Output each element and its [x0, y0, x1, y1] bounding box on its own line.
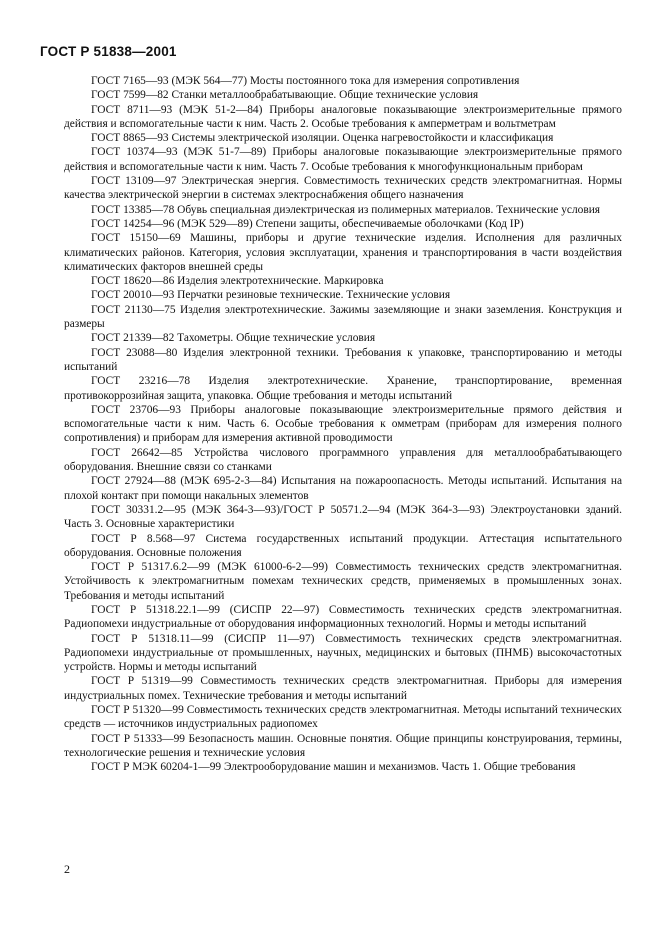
reference-item: ГОСТ 18620—86 Изделия электротехнические. Маркировка [91, 275, 384, 288]
reference-item: ГОСТ Р 51319—99 Совместимость технических средств электромагнитная. Приборы для измерения индустриальных помех. Технические требования и методы испытаний [64, 675, 622, 702]
reference-item: ГОСТ 26642—85 Устройства числового программного управления для металлообрабатывающего оборудования. Внешние связи со станками [64, 446, 622, 474]
reference-item: ГОСТ 13109—97 Электрическая энергия. Совместимость технических средств электромагнитная. Нормы качества электрической энергии в системах электроснабжения общего назначения [64, 175, 622, 202]
reference-item: ГОСТ Р 51318.11—99 (СИСПР 11—97) Совместимость технических средств электромагнитная. Радиопомехи индустриальные от промышленных, научных, медицинских и бытовых (ПНМБ) высокочастотных устройств. Нормы и методы испытаний [64, 632, 622, 674]
reference-item: ГОСТ Р 51318.22.1—99 (СИСПР 22—97) Совместимость технических средств электромагнитная. Радиопомехи индустриальные от оборудования информационных технологий. Нормы и методы испытаний [64, 603, 622, 631]
reference-item: ГОСТ Р МЭК 60204-1—99 Электрооборудование машин и механизмов. Часть 1. Общие требования [91, 761, 576, 774]
reference-item: ГОСТ 21339—82 Тахометры. Общие технические условия [91, 332, 376, 345]
reference-item: ГОСТ 10374—93 (МЭК 51-7—89) Приборы аналоговые показывающие электроизмерительные прямого действия и вспомогательные части к ним. Часть 7. Особые требования к многофункциональным приборам [64, 146, 622, 173]
reference-item: ГОСТ 21130—75 Изделия электротехнические. Зажимы заземляющие и знаки заземления. Конструкция и размеры [64, 303, 622, 331]
reference-item: ГОСТ 15150—69 Машины, приборы и другие технические изделия. Исполнения для различных климатических районов. Категория, условия эксплуатации, хранения и транспортирования в части воздействия климатических факторов внешней среды [64, 232, 622, 273]
reference-item: ГОСТ 30331.2—95 (МЭК 364-3—93)/ГОСТ Р 50571.2—94 (МЭК 364-3—93) Электроустановки зданий. Часть 3. Основные характеристики [64, 503, 622, 531]
document-code-header: ГОСТ Р 51838—2001 [40, 44, 177, 59]
reference-item: ГОСТ 23088—80 Изделия электронной техники. Требования к упаковке, транспортированию и методы испытаний [64, 346, 622, 373]
reference-item: ГОСТ 23706—93 Приборы аналоговые показывающие электроизмерительные прямого действия и вспомогательные части к ним. Часть 6. Особые требования к омметрам (приборам для измерения полного сопротивления) и приборам для измерения активной проводимости [64, 403, 622, 445]
reference-item: ГОСТ 20010—93 Перчатки резиновые технические. Технические условия [91, 289, 451, 302]
reference-item: ГОСТ 27924—88 (МЭК 695-2-3—84) Испытания на пожароопасность. Методы испытаний. Испытания на плохой контакт при помощи накальных элементов [64, 475, 622, 502]
reference-item: ГОСТ 7165—93 (МЭК 564—77) Мосты постоянного тока для измерения сопротивления [91, 75, 520, 87]
reference-item: ГОСТ 13385—78 Обувь специальная диэлектрическая из полимерных материалов. Технические условия [91, 203, 601, 216]
reference-item: ГОСТ Р 51333—99 Безопасность машин. Основные понятия. Общие принципы конструирования, термины, технологические решения и технические условия [64, 732, 622, 759]
reference-item: ГОСТ 14254—96 (МЭК 529—89) Степени защиты, обеспечиваемые оболочками (Код IP) [91, 217, 524, 230]
reference-item: ГОСТ 7599—82 Станки металлообрабатывающие. Общие технические условия [91, 89, 479, 102]
reference-item: ГОСТ 23216—78 Изделия электротехнические. Хранение, транспортирование, временная противокоррозийная защита, упаковка. Общие требования и методы испытаний [64, 375, 622, 402]
page-number: 2 [64, 862, 70, 876]
reference-item: ГОСТ Р 8.568—97 Система государственных испытаний продукции. Аттестация испытательного оборудования. Основные положения [64, 532, 622, 559]
reference-item: ГОСТ 8865—93 Системы электрической изоляции. Оценка нагревостойкости и классификация [91, 132, 554, 145]
reference-item: ГОСТ Р 51317.6.2—99 (МЭК 61000-6-2—99) Совместимость технических средств электромагнитная. Устойчивость к электромагнитным помехам технических средств, применяемых в промышленных зонах. Требования и методы испытаний [64, 561, 622, 602]
reference-item: ГОСТ Р 51320—99 Совместимость технических средств электромагнитная. Методы испытаний технических средств — источников индустриальных радиопомех [64, 704, 622, 731]
reference-item: ГОСТ 8711—93 (МЭК 51-2—84) Приборы аналоговые показывающие электроизмерительные прямого действия и вспомогательные части к ним. Часть 2. Особые требования к амперметрам и вольтметрам [64, 103, 622, 130]
normative-references-list [64, 74, 622, 775]
